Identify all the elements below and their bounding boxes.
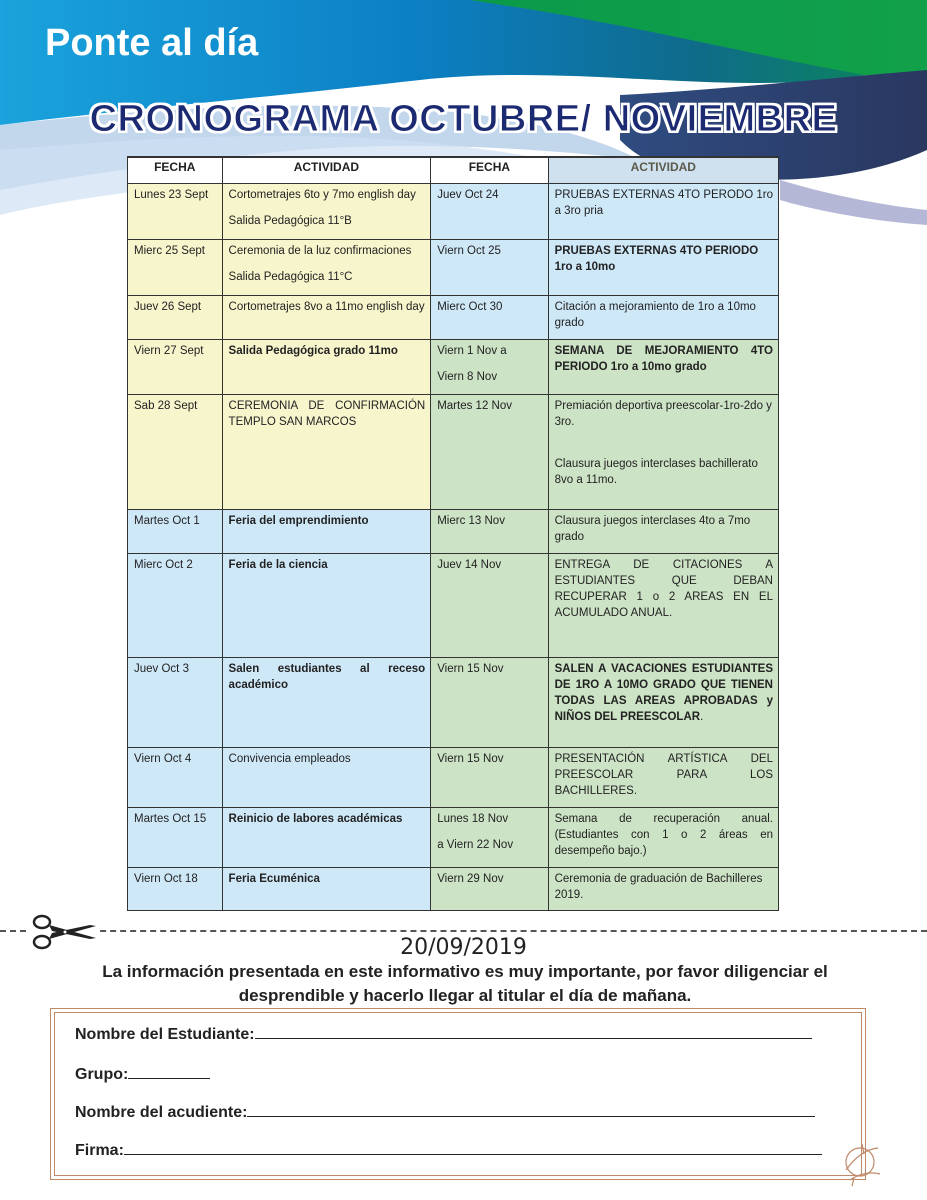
schedule-table bbox=[127, 156, 779, 911]
date-cell: Viern 15 Nov bbox=[431, 658, 548, 748]
table-row bbox=[128, 240, 779, 296]
table-row bbox=[128, 184, 779, 240]
table-row bbox=[128, 554, 779, 658]
activity-cell: Salida Pedagógica grado 11mo bbox=[222, 340, 431, 395]
activity-cell: Ceremonia de graduación de Bachilleres 2019. bbox=[548, 868, 778, 911]
date-text: Viern 1 Nov a bbox=[437, 345, 507, 357]
date-cell: Mierc 25 Sept bbox=[128, 240, 223, 296]
group-field[interactable] bbox=[75, 1064, 210, 1084]
table-header-row bbox=[128, 157, 779, 184]
activity-cell bbox=[222, 184, 431, 240]
date-cell: Sab 28 Sept bbox=[128, 395, 223, 510]
table-row bbox=[128, 748, 779, 808]
date-cell: Martes 12 Nov bbox=[431, 395, 548, 510]
corner-ornament-icon bbox=[840, 1140, 890, 1190]
activity-text: Ceremonia de la luz confirmaciones bbox=[228, 245, 412, 257]
column-header-date-1: FECHA bbox=[128, 157, 223, 184]
activity-text: Cortometrajes 6to y 7mo english day bbox=[228, 189, 416, 201]
date-cell: Viern Oct 18 bbox=[128, 868, 223, 911]
date-text: Lunes 18 Nov bbox=[437, 813, 509, 825]
guardian-name-field[interactable] bbox=[75, 1102, 815, 1122]
date-text-extra: Viern 8 Nov bbox=[437, 371, 498, 383]
guardian-name-line[interactable] bbox=[247, 1102, 815, 1117]
activity-cell: SEMANA DE MEJORAMIENTO 4TO PERIODO 1ro a 10mo grado bbox=[548, 340, 778, 395]
date-cell: Lunes 23 Sept bbox=[128, 184, 223, 240]
date-cell: Mierc Oct 2 bbox=[128, 554, 223, 658]
activity-cell: PRUEBAS EXTERNAS 4TO PERODO 1ro a 3ro pria bbox=[548, 184, 778, 240]
activity-cell: Convivencia empleados bbox=[222, 748, 431, 808]
activity-cell: Cortometrajes 8vo a 11mo english day bbox=[222, 296, 431, 340]
activity-cell: PRUEBAS EXTERNAS 4TO PERIODO 1ro a 10mo bbox=[548, 240, 778, 296]
activity-cell: Reinicio de labores académicas bbox=[222, 808, 431, 868]
table-row bbox=[128, 340, 779, 395]
activity-cell: ENTREGA DE CITACIONES A ESTUDIANTES QUE DEBAN RECUPERAR 1 o 2 AREAS EN EL ACUMULADO ANUAL. bbox=[548, 554, 778, 658]
date-cell bbox=[431, 808, 548, 868]
activity-cell: Clausura juegos interclases 4to a 7mo grado bbox=[548, 510, 778, 554]
guardian-name-label: Nombre del acudiente: bbox=[75, 1104, 248, 1121]
student-name-label: Nombre del Estudiante: bbox=[75, 1026, 255, 1043]
date-cell: Viern 29 Nov bbox=[431, 868, 548, 911]
group-label: Grupo: bbox=[75, 1066, 129, 1083]
activity-text-end: . bbox=[700, 711, 704, 723]
activity-text-extra: Clausura juegos interclases bachillerato 8vo a 11mo. bbox=[554, 458, 758, 486]
table-row bbox=[128, 510, 779, 554]
date-cell: Viern 27 Sept bbox=[128, 340, 223, 395]
notice-text: La información presentada en este informativo es muy importante, por favor diligenciar el desprendible y hacerlo llegar al titular el día de mañana. bbox=[102, 962, 828, 1005]
date-cell: Mierc Oct 30 bbox=[431, 296, 548, 340]
activity-cell: Semana de recuperación anual. (Estudiantes con 1 o 2 áreas en desempeño bajo.) bbox=[548, 808, 778, 868]
column-header-activity-1: ACTIVIDAD bbox=[222, 157, 431, 184]
date-cell: Juev Oct 3 bbox=[128, 658, 223, 748]
date-cell: Juev Oct 24 bbox=[431, 184, 548, 240]
group-line[interactable] bbox=[128, 1064, 210, 1079]
table-row bbox=[128, 868, 779, 911]
column-header-date-2: FECHA bbox=[431, 157, 548, 184]
table-row bbox=[128, 395, 779, 510]
date-cell: Viern 15 Nov bbox=[431, 748, 548, 808]
signature-line[interactable] bbox=[124, 1140, 822, 1155]
date-text-extra: a Viern 22 Nov bbox=[437, 839, 514, 851]
activity-text-extra: Salida Pedagógica 11°C bbox=[228, 271, 353, 283]
activity-text: SALEN A VACACIONES ESTUDIANTES DE 1RO A 10MO GRADO QUE TIENEN TODAS LAS AREAS APROBADAS y NIÑOS DEL PREESCOLAR bbox=[554, 663, 773, 723]
table-row bbox=[128, 808, 779, 868]
date-cell: Martes Oct 15 bbox=[128, 808, 223, 868]
student-name-field[interactable] bbox=[75, 1024, 812, 1044]
activity-cell bbox=[548, 395, 778, 510]
activity-cell: Citación a mejoramiento de 1ro a 10mo grado bbox=[548, 296, 778, 340]
brand-title: Ponte al día bbox=[45, 22, 259, 64]
activity-cell: Feria de la ciencia bbox=[222, 554, 431, 658]
activity-cell: PRESENTACIÓN ARTÍSTICA DEL PREESCOLAR PARA LOS BACHILLERES. bbox=[548, 748, 778, 808]
date-cell: Mierc 13 Nov bbox=[431, 510, 548, 554]
activity-cell: Salen estudiantes al receso académico bbox=[222, 658, 431, 748]
activity-cell: CEREMONIA DE CONFIRMACIÓN TEMPLO SAN MARCOS bbox=[222, 395, 431, 510]
page-title: CRONOGRAMA OCTUBRE/ NOVIEMBRE bbox=[89, 98, 838, 140]
date-cell: Martes Oct 1 bbox=[128, 510, 223, 554]
activity-cell: Feria Ecuménica bbox=[222, 868, 431, 911]
issue-date: 20/09/2019 bbox=[400, 935, 527, 960]
activity-text: Premiación deportiva preescolar-1ro-2do y 3ro. bbox=[554, 400, 772, 428]
date-cell: Juev 26 Sept bbox=[128, 296, 223, 340]
signature-field[interactable] bbox=[75, 1140, 822, 1160]
activity-text-extra: Salida Pedagógica 11°B bbox=[228, 215, 352, 227]
column-header-activity-2: ACTIVIDAD bbox=[548, 157, 778, 184]
activity-cell: Feria del emprendimiento bbox=[222, 510, 431, 554]
date-cell: Viern Oct 4 bbox=[128, 748, 223, 808]
table-row bbox=[128, 658, 779, 748]
date-cell bbox=[431, 340, 548, 395]
activity-cell bbox=[548, 658, 778, 748]
date-cell: Juev 14 Nov bbox=[431, 554, 548, 658]
cut-line bbox=[0, 930, 927, 932]
student-name-line[interactable] bbox=[255, 1024, 812, 1039]
activity-cell bbox=[222, 240, 431, 296]
date-cell: Viern Oct 25 bbox=[431, 240, 548, 296]
signature-label: Firma: bbox=[75, 1142, 124, 1159]
table-row bbox=[128, 296, 779, 340]
